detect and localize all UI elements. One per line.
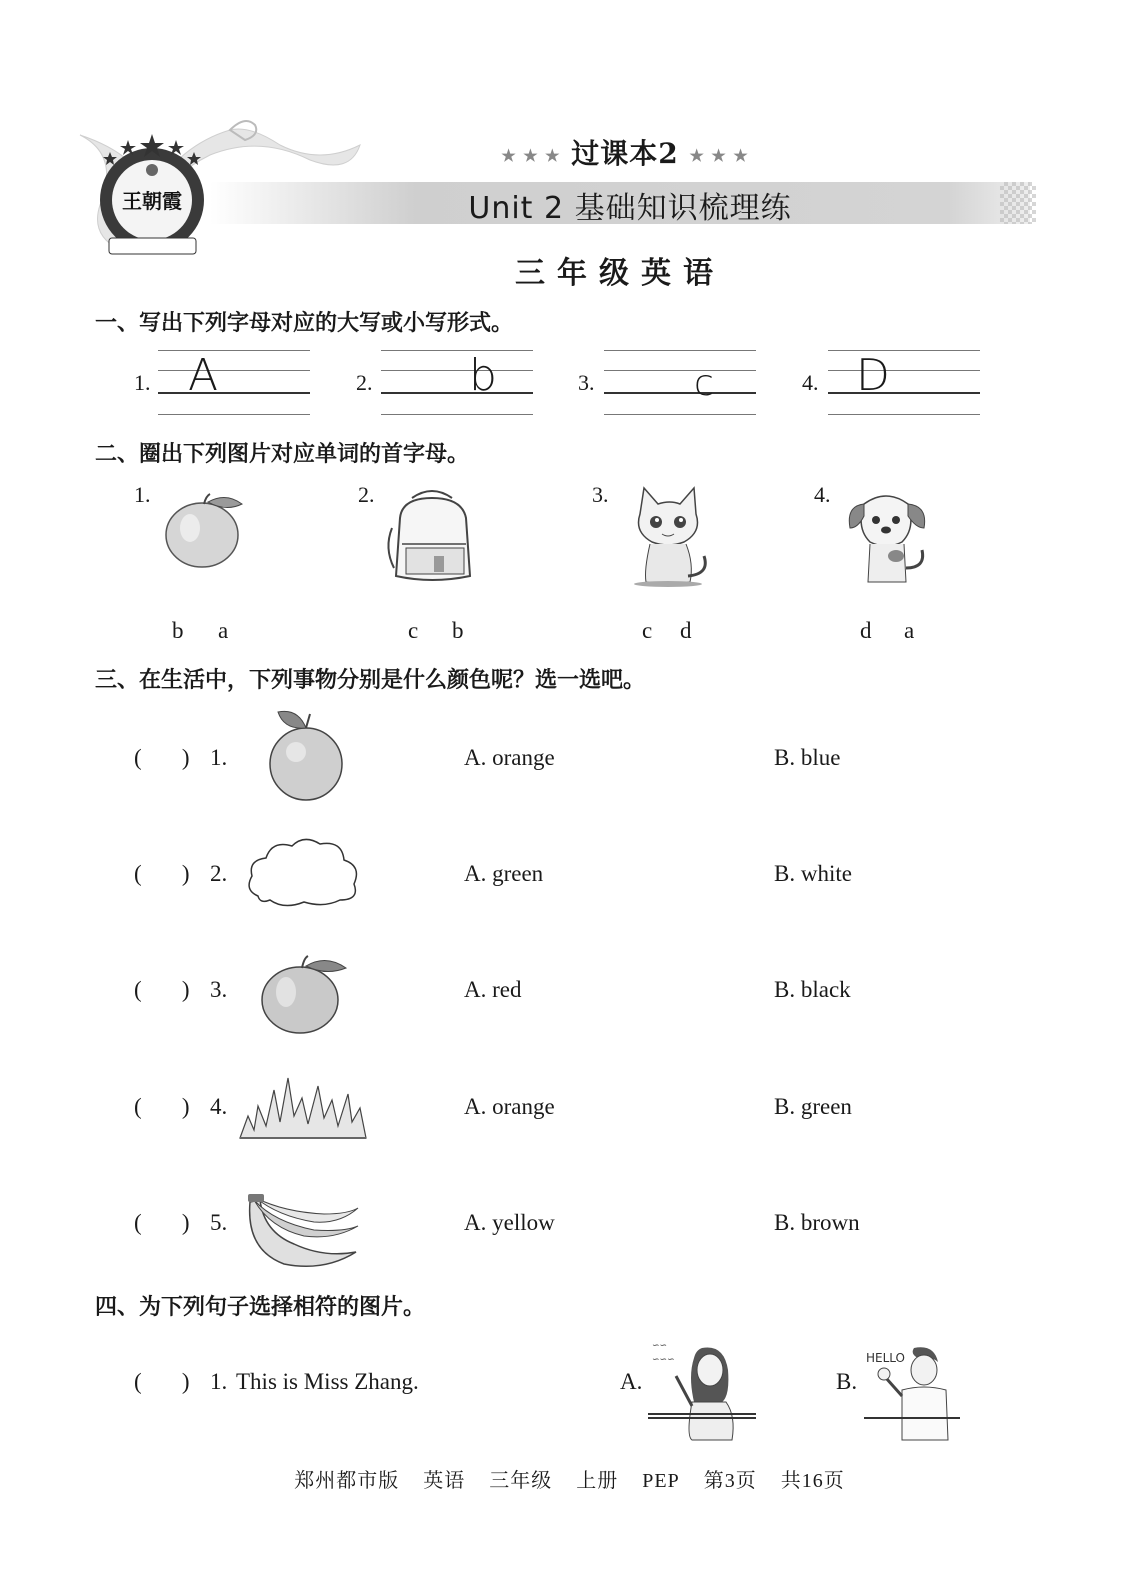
- s3-item4-number: 4.: [210, 1094, 228, 1119]
- s2-item4-option2[interactable]: a: [904, 618, 915, 643]
- footer-subject: 英语: [423, 1470, 466, 1492]
- s3-item4-option-a[interactable]: A. orange: [464, 1094, 555, 1119]
- s3-item4-option-b[interactable]: B. green: [774, 1094, 852, 1119]
- orange-picture: [258, 708, 350, 804]
- footer-volume: 上册: [576, 1470, 619, 1492]
- s1-item3-number: 3.: [578, 370, 595, 395]
- s3-item2-number: 2.: [210, 861, 228, 886]
- s1-item1-writing-lines[interactable]: [158, 350, 310, 414]
- s2-item1-option2[interactable]: a: [218, 618, 229, 643]
- subject-title: 三年级英语: [515, 256, 725, 291]
- banana-picture: [244, 1192, 362, 1270]
- s2-item3-number: 3.: [592, 482, 609, 507]
- grass-picture: [238, 1076, 368, 1142]
- footer-grade: 三年级: [489, 1470, 553, 1492]
- s2-item1-number: 1.: [134, 482, 151, 507]
- dog-picture: [842, 484, 932, 588]
- board-hello-text: HELLO: [866, 1351, 905, 1365]
- s3-item3-option-b[interactable]: B. black: [774, 977, 851, 1002]
- s3-item2-option-b[interactable]: B. white: [774, 861, 852, 886]
- answer-blank[interactable]: ( ): [134, 861, 190, 886]
- apple-picture: [256, 952, 352, 1036]
- wangzhaoxia-logo: [95, 132, 210, 257]
- s3-item5-number: 5.: [210, 1210, 228, 1235]
- s2-item3-option2[interactable]: d: [680, 618, 692, 643]
- svg-text:王朝霞: 王朝霞: [122, 189, 182, 213]
- s1-item2-letter: b: [469, 350, 497, 401]
- s4-option-b-label[interactable]: B.: [836, 1369, 858, 1394]
- answer-blank[interactable]: ( ): [134, 1094, 190, 1119]
- s2-item4-option1[interactable]: d: [860, 618, 872, 643]
- teacher-picture: [646, 1336, 758, 1442]
- s1-item4-number: 4.: [802, 370, 819, 395]
- answer-blank[interactable]: ( ): [134, 745, 190, 770]
- svg-text:∽∽∽: ∽∽∽: [652, 1355, 675, 1365]
- s3-item2-option-a[interactable]: A. green: [464, 861, 544, 886]
- s2-item2-option2[interactable]: b: [452, 618, 464, 643]
- s3-item1-option-a[interactable]: A. orange: [464, 745, 555, 770]
- s4-item1-number: 1.: [210, 1369, 228, 1394]
- section3-title: 三、在生活中，下列事物分别是什么颜色呢？选一选吧。: [95, 667, 646, 693]
- s1-item3-letter: c: [694, 363, 714, 404]
- apple-picture: [160, 490, 250, 570]
- backpack-picture: [382, 488, 482, 586]
- section1-title: 一、写出下列字母对应的大写或小写形式。: [95, 310, 514, 336]
- footer-edition: 郑州都市版: [294, 1470, 400, 1492]
- cat-picture: [622, 484, 712, 588]
- boy-hello-picture: [862, 1340, 962, 1442]
- s4-item1-sentence: This is Miss Zhang.: [236, 1369, 419, 1394]
- s3-item5-option-a[interactable]: A. yellow: [464, 1210, 555, 1235]
- s2-item2-number: 2.: [358, 482, 375, 507]
- s3-item1-option-b[interactable]: B. blue: [774, 745, 841, 770]
- s3-item5-option-b[interactable]: B. brown: [774, 1210, 860, 1235]
- s2-item2-option1[interactable]: c: [408, 618, 419, 643]
- footer-total: 共16页: [780, 1470, 845, 1492]
- s1-item2-writing-lines[interactable]: [381, 350, 533, 414]
- footer-page: 第3页: [703, 1470, 757, 1492]
- page-footer: [0, 1464, 1139, 1493]
- s1-item1-number: 1.: [134, 370, 151, 395]
- answer-blank[interactable]: ( ): [134, 1369, 190, 1394]
- s1-item4-letter: D: [856, 350, 890, 401]
- section2-title: 二、圈出下列图片对应单词的首字母。: [95, 441, 470, 467]
- s3-item1-number: 1.: [210, 745, 228, 770]
- s1-item2-number: 2.: [356, 370, 373, 395]
- unit-title: Unit 2 基础知识梳理练: [468, 191, 792, 226]
- s4-option-a-label[interactable]: A.: [620, 1369, 643, 1394]
- s1-item1-letter: A: [188, 350, 219, 401]
- cloud-picture: [244, 834, 362, 910]
- series-title: ★ ★ ★ 过课本2 ★ ★ ★: [501, 137, 749, 170]
- s2-item1-option1[interactable]: b: [172, 618, 184, 643]
- s3-item3-option-a[interactable]: A. red: [464, 977, 522, 1002]
- s2-item4-number: 4.: [814, 482, 831, 507]
- s2-item3-option1[interactable]: c: [642, 618, 653, 643]
- section4-title: 四、为下列句子选择相符的图片。: [95, 1294, 426, 1320]
- s1-item3-writing-lines[interactable]: [604, 350, 756, 414]
- s3-item3-number: 3.: [210, 977, 228, 1002]
- answer-blank[interactable]: ( ): [134, 977, 190, 1002]
- answer-blank[interactable]: ( ): [134, 1210, 190, 1235]
- s1-item4-writing-lines[interactable]: [828, 350, 980, 414]
- banner-pattern: [1000, 182, 1036, 224]
- footer-version: PEP: [642, 1470, 680, 1492]
- svg-text:∽∽: ∽∽: [652, 1341, 668, 1351]
